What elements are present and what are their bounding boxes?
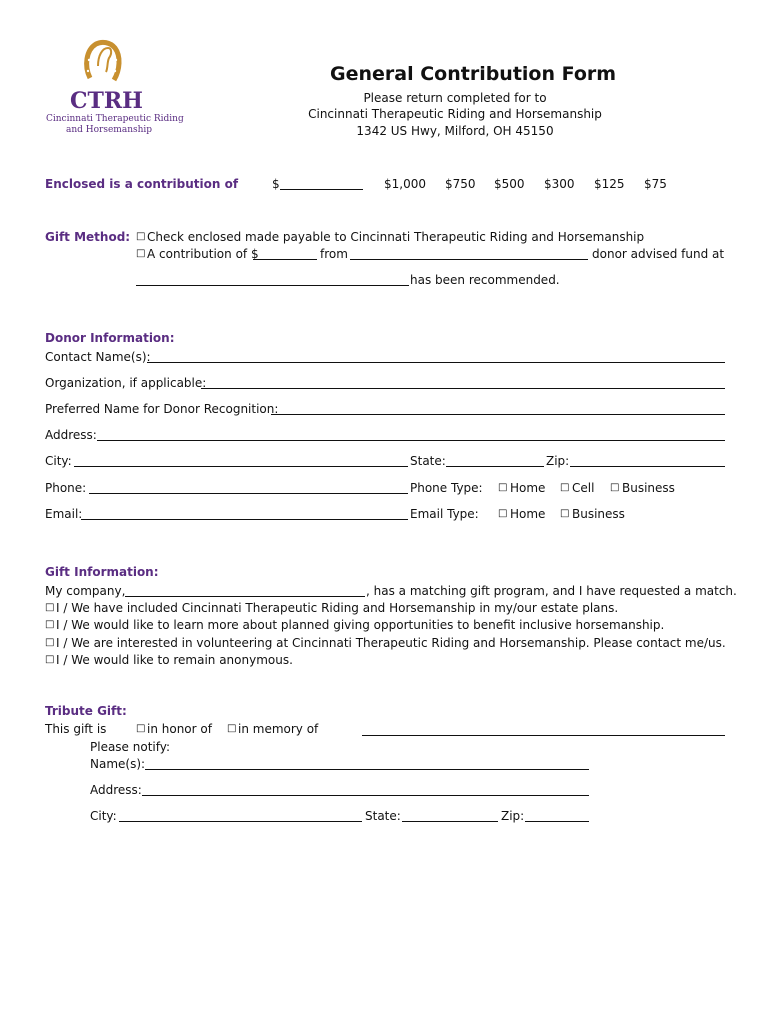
this-gift-label: This gift is xyxy=(45,722,107,736)
email-field[interactable] xyxy=(81,519,408,520)
contribution-label: Enclosed is a contribution of xyxy=(45,177,239,191)
amount-option[interactable]: $1,000 xyxy=(384,177,426,191)
gift-info-heading: Gift Information: xyxy=(45,565,159,579)
square-checkbox-icon[interactable]: □ xyxy=(45,654,55,665)
square-checkbox-icon[interactable]: □ xyxy=(45,637,55,648)
tribute-name-field[interactable] xyxy=(362,735,725,736)
notify-address-label: Address: xyxy=(90,783,142,797)
dollar-sign: $ xyxy=(272,177,280,191)
phone-cell-label: Cell xyxy=(572,481,595,495)
square-checkbox-icon[interactable]: □ xyxy=(498,508,508,519)
anonymous-label: I / We would like to remain anonymous. xyxy=(56,653,293,667)
notify-city-field[interactable] xyxy=(119,821,362,822)
email-type-label: Email Type: xyxy=(410,507,479,521)
square-checkbox-icon[interactable]: □ xyxy=(498,482,508,493)
header-line3: 1342 US Hwy, Milford, OH 45150 xyxy=(356,124,554,138)
daf-recommended-label: has been recommended. xyxy=(410,273,560,287)
logo-line2: and Horsemanship xyxy=(66,125,153,135)
daf-amount-field[interactable] xyxy=(253,259,317,260)
amount-option[interactable]: $75 xyxy=(644,177,667,191)
notify-zip-field[interactable] xyxy=(525,821,589,822)
header-line1: Please return completed for to xyxy=(363,91,547,105)
phone-home-label: Home xyxy=(510,481,546,495)
amount-option[interactable]: $750 xyxy=(445,177,476,191)
logo xyxy=(40,38,184,143)
logo-abbr: CTRH xyxy=(70,88,143,114)
donor-info-heading: Donor Information: xyxy=(45,331,175,345)
square-checkbox-icon[interactable]: □ xyxy=(45,619,55,630)
in-honor-label: in honor of xyxy=(147,722,212,736)
gift-method-label: Gift Method: xyxy=(45,230,131,244)
email-label: Email: xyxy=(45,507,83,521)
matching-company-label: My company, xyxy=(45,584,126,598)
preferred-name-label: Preferred Name for Donor Recognition: xyxy=(45,402,279,416)
square-checkbox-icon[interactable]: □ xyxy=(560,482,570,493)
preferred-name-field[interactable] xyxy=(271,414,725,415)
zip-field[interactable] xyxy=(570,466,725,467)
amount-option[interactable]: $300 xyxy=(544,177,575,191)
address-field[interactable] xyxy=(97,440,725,441)
square-checkbox-icon[interactable]: □ xyxy=(45,602,55,613)
notify-city-label: City: xyxy=(90,809,117,823)
amount-option[interactable]: $500 xyxy=(494,177,525,191)
contribution-amount-field[interactable] xyxy=(280,189,363,190)
email-home-label: Home xyxy=(510,507,546,521)
address-label: Address: xyxy=(45,428,97,442)
square-checkbox-icon[interactable]: □ xyxy=(227,723,237,734)
notify-state-field[interactable] xyxy=(402,821,498,822)
logo-line1: Cincinnati Therapeutic Riding xyxy=(46,114,184,124)
notify-address-field[interactable] xyxy=(142,795,589,796)
square-checkbox-icon[interactable]: □ xyxy=(136,723,146,734)
daf-fund-label: donor advised fund at xyxy=(592,247,725,261)
square-checkbox-icon[interactable]: □ xyxy=(136,231,146,242)
notify-names-field[interactable] xyxy=(145,769,589,770)
planned-giving-label: I / We would like to learn more about planned giving opportunities to benefit inclusive horsemanship. xyxy=(56,618,665,632)
tribute-heading: Tribute Gift: xyxy=(45,704,127,718)
notify-zip-label: Zip: xyxy=(501,809,525,823)
matching-program-label: , has a matching gift program, and I have requested a match. xyxy=(366,584,737,598)
contact-name-field[interactable] xyxy=(147,362,725,363)
organization-label: Organization, if applicable: xyxy=(45,376,207,390)
phone-field[interactable] xyxy=(89,493,408,494)
notify-state-label: State: xyxy=(365,809,401,823)
daf-from-field[interactable] xyxy=(350,259,588,260)
in-memory-label: in memory of xyxy=(238,722,319,736)
check-enclosed-label: Check enclosed made payable to Cincinnati Therapeutic Riding and Horsemanship xyxy=(147,230,645,244)
square-checkbox-icon[interactable]: □ xyxy=(560,508,570,519)
contact-name-label: Contact Name(s): xyxy=(45,350,151,364)
city-label: City: xyxy=(45,454,72,468)
square-checkbox-icon[interactable]: □ xyxy=(136,248,146,259)
estate-plans-label: I / We have included Cincinnati Therapeutic Riding and Horsemanship in my/our estate plans. xyxy=(56,601,619,615)
phone-label: Phone: xyxy=(45,481,87,495)
daf-fund-field[interactable] xyxy=(136,285,409,286)
header-line2: Cincinnati Therapeutic Riding and Horsemanship xyxy=(308,107,602,121)
organization-field[interactable] xyxy=(201,388,725,389)
state-label: State: xyxy=(410,454,446,468)
square-checkbox-icon[interactable]: □ xyxy=(610,482,620,493)
daf-contribution-label: A contribution of $ xyxy=(147,247,259,261)
state-field[interactable] xyxy=(446,466,544,467)
please-notify-label: Please notify: xyxy=(90,740,171,754)
form-title: General Contribution Form xyxy=(330,63,617,85)
volunteering-label: I / We are interested in volunteering at Cincinnati Therapeutic Riding and Horsemanship. Please contact me/us. xyxy=(56,636,726,650)
city-field[interactable] xyxy=(74,466,408,467)
matching-company-field[interactable] xyxy=(125,596,365,597)
zip-label: Zip: xyxy=(546,454,570,468)
phone-business-label: Business xyxy=(622,481,675,495)
email-business-label: Business xyxy=(572,507,625,521)
horseshoe-horse-logo-icon xyxy=(82,38,124,86)
notify-names-label: Name(s): xyxy=(90,757,146,771)
daf-from-label: from xyxy=(320,247,348,261)
phone-type-label: Phone Type: xyxy=(410,481,483,495)
amount-option[interactable]: $125 xyxy=(594,177,625,191)
